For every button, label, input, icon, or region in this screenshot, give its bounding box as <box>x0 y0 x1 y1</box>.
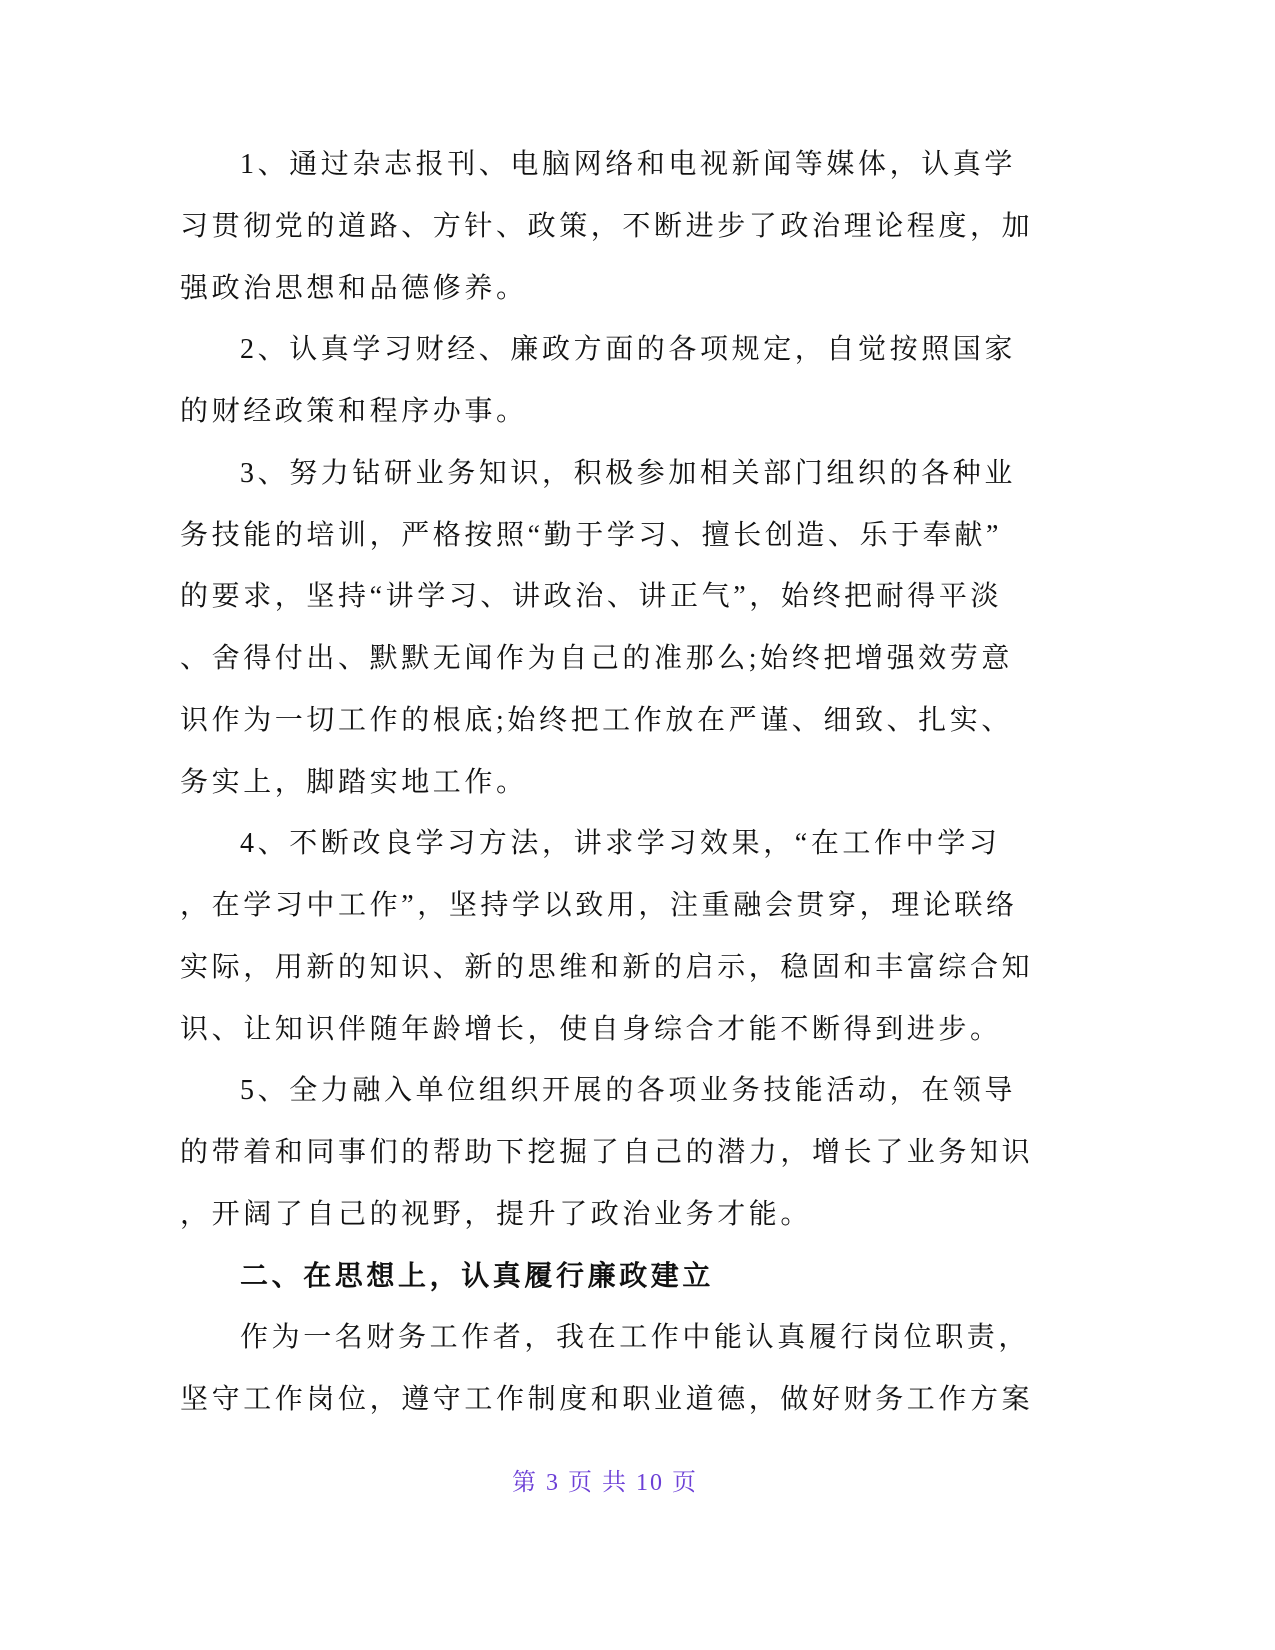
text-line: ，在学习中工作”，坚持学以致用，注重融会贯穿，理论联络 <box>180 890 1018 921</box>
page-number-label: 第 3 页 共 10 页 <box>512 1470 698 1496</box>
text-line: 识、让知识伴随年龄增长，使自身综合才能不断得到进步。 <box>180 1013 1002 1045</box>
text-line: 、舍得付出、默默无闻作为自己的准那么;始终把增强效劳意 <box>180 643 1013 674</box>
paragraph-3 <box>180 443 1080 814</box>
text-line: 识作为一切工作的根底;始终把工作放在严谨、细致、扎实、 <box>180 704 1013 736</box>
text-line: 2、认真学习财经、廉政方面的各项规定，自觉按照国家 <box>240 334 1017 366</box>
text-line: 4、不断改良学习方法，讲求学习效果，“在工作中学习 <box>240 828 1001 860</box>
text-line: 务实上，脚踏实地工作。 <box>180 766 528 798</box>
text-line: 的带着和同事们的帮助下挖掘了自己的潜力，增长了业务知识 <box>180 1137 1034 1168</box>
paragraph-2 <box>180 319 1080 443</box>
section-paragraph-1 <box>180 1307 1080 1431</box>
text-line: 作为一名财务工作者，我在工作中能认真履行岗位职责， <box>240 1322 1031 1354</box>
body-text <box>180 134 1080 1431</box>
text-line: 坚守工作岗位，遵守工作制度和职业道德，做好财务工作方案 <box>180 1384 1034 1415</box>
text-line: 5、全力融入单位组织开展的各项业务技能活动，在领导 <box>240 1075 1017 1107</box>
text-line: 强政治思想和品德修养。 <box>180 272 528 304</box>
text-line: ，开阔了自己的视野，提升了政治业务才能。 <box>180 1198 813 1230</box>
text-line: 1、通过杂志报刊、电脑网络和电视新闻等媒体，认真学 <box>240 149 1017 180</box>
paragraph-4 <box>180 813 1080 1060</box>
text-line: 的财经政策和程序办事。 <box>180 396 528 427</box>
paragraph-5 <box>180 1060 1080 1245</box>
text-line: 务技能的培训，严格按照“勤于学习、擅长创造、乐于奉献” <box>180 519 1003 551</box>
section-heading: 二、在思想上，认真履行廉政建立 <box>240 1260 715 1292</box>
text-line: 习贯彻党的道路、方针、政策，不断进步了政治理论程度，加 <box>180 210 1034 242</box>
text-line: 实际，用新的知识、新的思维和新的启示，稳固和丰富综合知 <box>180 951 1034 983</box>
text-line: 的要求，坚持“讲学习、讲政治、讲正气”，始终把耐得平淡 <box>180 581 1003 613</box>
section-heading-block <box>180 1246 1080 1308</box>
text-line: 3、努力钻研业务知识，积极参加相关部门组织的各种业 <box>240 457 1017 489</box>
paragraph-1 <box>180 134 1080 319</box>
